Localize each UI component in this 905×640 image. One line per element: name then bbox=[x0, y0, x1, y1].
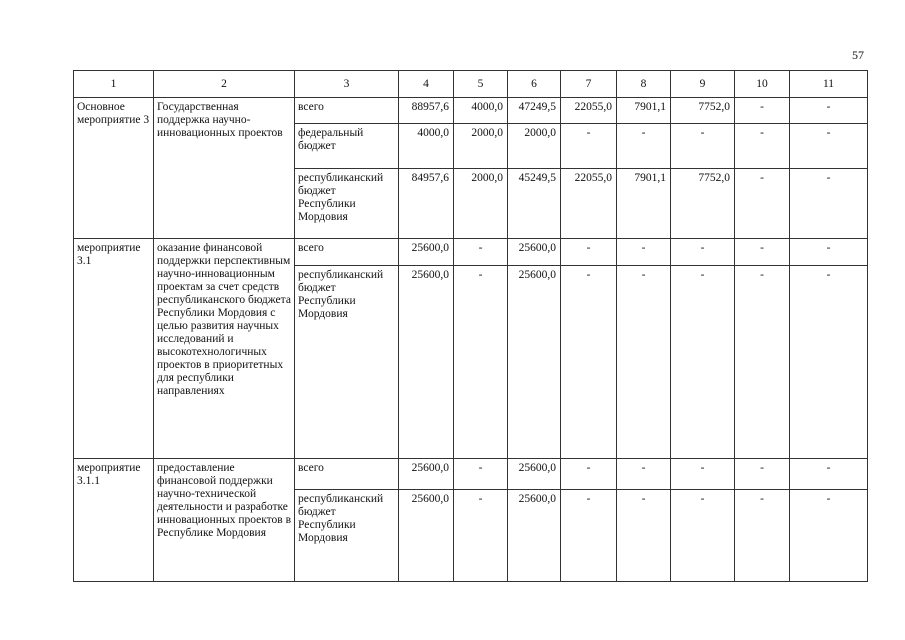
value-cell: - bbox=[735, 98, 790, 124]
value-cell: 7901,1 bbox=[617, 169, 671, 239]
value-cell: 25600,0 bbox=[508, 239, 561, 266]
value-cell: 25600,0 bbox=[399, 459, 454, 490]
value-cell: - bbox=[790, 490, 868, 582]
value-cell: - bbox=[790, 266, 868, 459]
value-cell: - bbox=[617, 124, 671, 169]
value-cell: - bbox=[671, 459, 735, 490]
value-cell: 25600,0 bbox=[399, 490, 454, 582]
header-cell: 2 bbox=[154, 71, 295, 98]
header-cell: 5 bbox=[454, 71, 508, 98]
event-description-cell: предоставление финансовой поддержки научно-технической деятельности и разработке инновационных проектов в Республике Мордовия bbox=[154, 459, 295, 582]
value-cell: 7752,0 bbox=[671, 169, 735, 239]
header-cell: 10 bbox=[735, 71, 790, 98]
value-cell: - bbox=[735, 266, 790, 459]
value-cell: - bbox=[735, 169, 790, 239]
value-cell: - bbox=[790, 124, 868, 169]
value-cell: - bbox=[735, 459, 790, 490]
header-cell: 6 bbox=[508, 71, 561, 98]
value-cell: - bbox=[561, 459, 617, 490]
event-name-cell: Основное мероприятие 3 bbox=[74, 98, 154, 239]
value-cell: 25600,0 bbox=[508, 459, 561, 490]
funding-source-cell: всего bbox=[295, 239, 399, 266]
value-cell: - bbox=[561, 266, 617, 459]
value-cell: 7901,1 bbox=[617, 98, 671, 124]
value-cell: - bbox=[561, 124, 617, 169]
event-name-cell: мероприятие 3.1.1 bbox=[74, 459, 154, 582]
funding-source-cell: всего bbox=[295, 459, 399, 490]
value-cell: - bbox=[617, 266, 671, 459]
value-cell: 88957,6 bbox=[399, 98, 454, 124]
value-cell: 25600,0 bbox=[399, 239, 454, 266]
funding-source-cell: всего bbox=[295, 98, 399, 124]
value-cell: - bbox=[454, 266, 508, 459]
value-cell: 4000,0 bbox=[454, 98, 508, 124]
value-cell: 25600,0 bbox=[399, 266, 454, 459]
page-number: 57 bbox=[852, 48, 864, 62]
value-cell: 84957,6 bbox=[399, 169, 454, 239]
value-cell: - bbox=[617, 239, 671, 266]
value-cell: - bbox=[454, 490, 508, 582]
header-cell: 11 bbox=[790, 71, 868, 98]
value-cell: 2000,0 bbox=[508, 124, 561, 169]
value-cell: - bbox=[790, 169, 868, 239]
value-cell: 2000,0 bbox=[454, 124, 508, 169]
value-cell: 47249,5 bbox=[508, 98, 561, 124]
header-cell: 3 bbox=[295, 71, 399, 98]
table-row bbox=[74, 98, 868, 124]
value-cell: 7752,0 bbox=[671, 98, 735, 124]
value-cell: - bbox=[790, 459, 868, 490]
header-cell: 7 bbox=[561, 71, 617, 98]
value-cell: 45249,5 bbox=[508, 169, 561, 239]
funding-source-cell: федеральный бюджет bbox=[295, 124, 399, 169]
value-cell: - bbox=[735, 239, 790, 266]
header-cell: 4 bbox=[399, 71, 454, 98]
value-cell: - bbox=[671, 239, 735, 266]
event-description-cell: Государственная поддержка научно-инновационных проектов bbox=[154, 98, 295, 239]
funding-source-cell: республиканский бюджет Республики Мордовия bbox=[295, 266, 399, 459]
value-cell: - bbox=[671, 124, 735, 169]
header-cell: 1 bbox=[74, 71, 154, 98]
value-cell: - bbox=[671, 266, 735, 459]
header-cell: 8 bbox=[617, 71, 671, 98]
value-cell: 2000,0 bbox=[454, 169, 508, 239]
value-cell: - bbox=[617, 459, 671, 490]
header-row bbox=[74, 71, 868, 98]
funding-source-cell: республиканский бюджет Республики Мордовия bbox=[295, 169, 399, 239]
value-cell: 25600,0 bbox=[508, 490, 561, 582]
value-cell: - bbox=[454, 239, 508, 266]
value-cell: - bbox=[561, 239, 617, 266]
table-row bbox=[74, 459, 868, 490]
value-cell: - bbox=[790, 239, 868, 266]
value-cell: - bbox=[671, 490, 735, 582]
header-cell: 9 bbox=[671, 71, 735, 98]
value-cell: - bbox=[790, 98, 868, 124]
value-cell: - bbox=[735, 490, 790, 582]
event-description-cell: оказание финансовой поддержки перспективным научно-инновационным проектам за счет средств республиканского бюджета Республики Мордовия с целью развития научных исследований и высокотехнологичных проектов в приоритетных для республики направлениях bbox=[154, 239, 295, 459]
value-cell: 22055,0 bbox=[561, 169, 617, 239]
value-cell: 25600,0 bbox=[508, 266, 561, 459]
funding-source-cell: республиканский бюджет Республики Мордовия bbox=[295, 490, 399, 582]
value-cell: 4000,0 bbox=[399, 124, 454, 169]
value-cell: 22055,0 bbox=[561, 98, 617, 124]
value-cell: - bbox=[735, 124, 790, 169]
value-cell: - bbox=[561, 490, 617, 582]
event-name-cell: мероприятие 3.1 bbox=[74, 239, 154, 459]
value-cell: - bbox=[617, 490, 671, 582]
budget-table bbox=[73, 70, 868, 582]
value-cell: - bbox=[454, 459, 508, 490]
table-row bbox=[74, 239, 868, 266]
